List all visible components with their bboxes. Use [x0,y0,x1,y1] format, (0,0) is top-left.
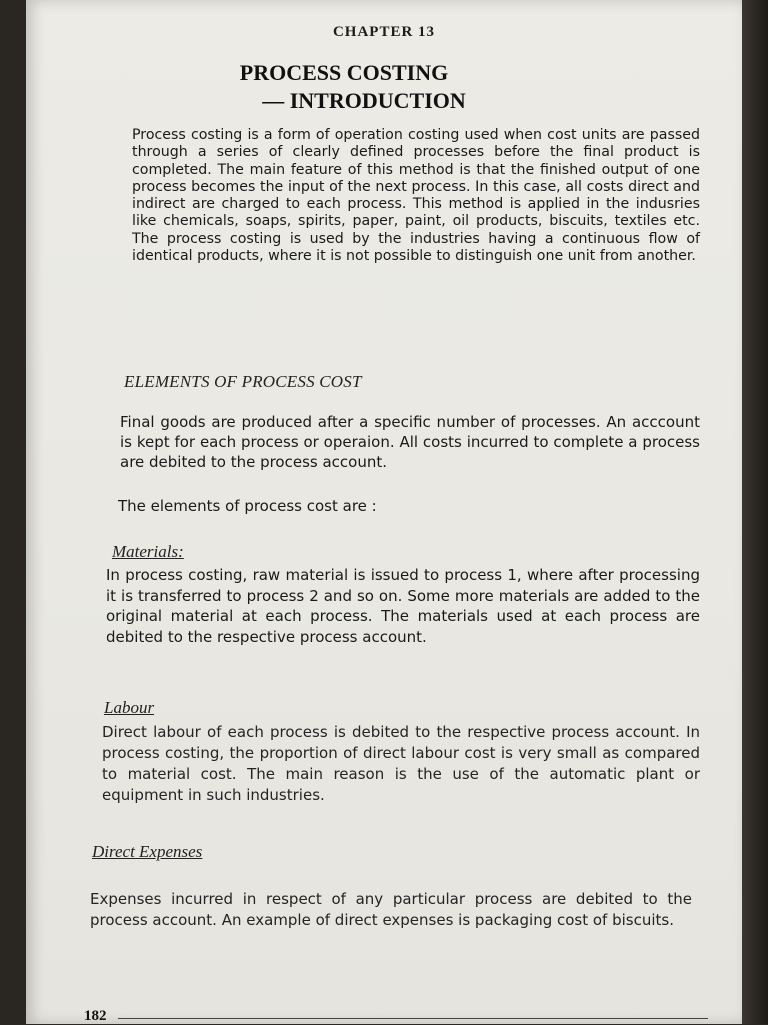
labour-heading: Labour [104,698,155,717]
intro-paragraph: Process costing is a form of operation costing used when cost units are passed through a series of clearly defined processes before the final product is completed. The main feature of this method is that the finished output of one process becomes the input of the next process. In this case, all costs direct and indirect are charged to each process. This method is applied in the indusries like chemicals, soaps, spirits, paper, paint, oil products, biscuits, textiles etc. The process costing is used by the industries having a continuous flow of identical products, where it is not possible to distinguish one unit from another. [132,127,700,265]
chapter-title-line-2: — INTRODUCTION [262,88,466,113]
labour-paragraph: Direct labour of each process is debited to the respective process account. In process costing, the proportion of direct labour cost is very small as compared to material cost. The main reason is the use of the automatic plant or equipment in such industries. [102,723,700,804]
direct-expenses-heading: Direct Expenses [92,842,203,861]
chapter-title-line-1: PROCESS COSTING [239,60,449,85]
chapter-label: CHAPTER 13 [332,24,436,40]
elements-paragraph: Final goods are produced after a specific number of processes. An acccount is kept for each process or operaion. All costs incurred to complete a process are debited to the process account. [120,413,700,471]
page-edge-shadow [742,0,768,1024]
direct-expenses-paragraph: Expenses incurred in respect of any particular process are debited to the process account. An example of direct expenses is packaging cost of biscuits. [90,890,692,929]
page-number: 182 [84,1008,107,1024]
footer-rule [118,1018,708,1019]
materials-paragraph: In process costing, raw material is issued to process 1, where after processing it is transferred to process 2 and so on. Some more materials are added to the original material at each process. The materials used at each process are debited to the respective process account. [106,566,700,646]
elements-list-intro: The elements of process cost are : [118,497,377,515]
elements-heading: ELEMENTS OF PROCESS COST [124,372,362,391]
materials-heading: Materials: [112,542,184,561]
